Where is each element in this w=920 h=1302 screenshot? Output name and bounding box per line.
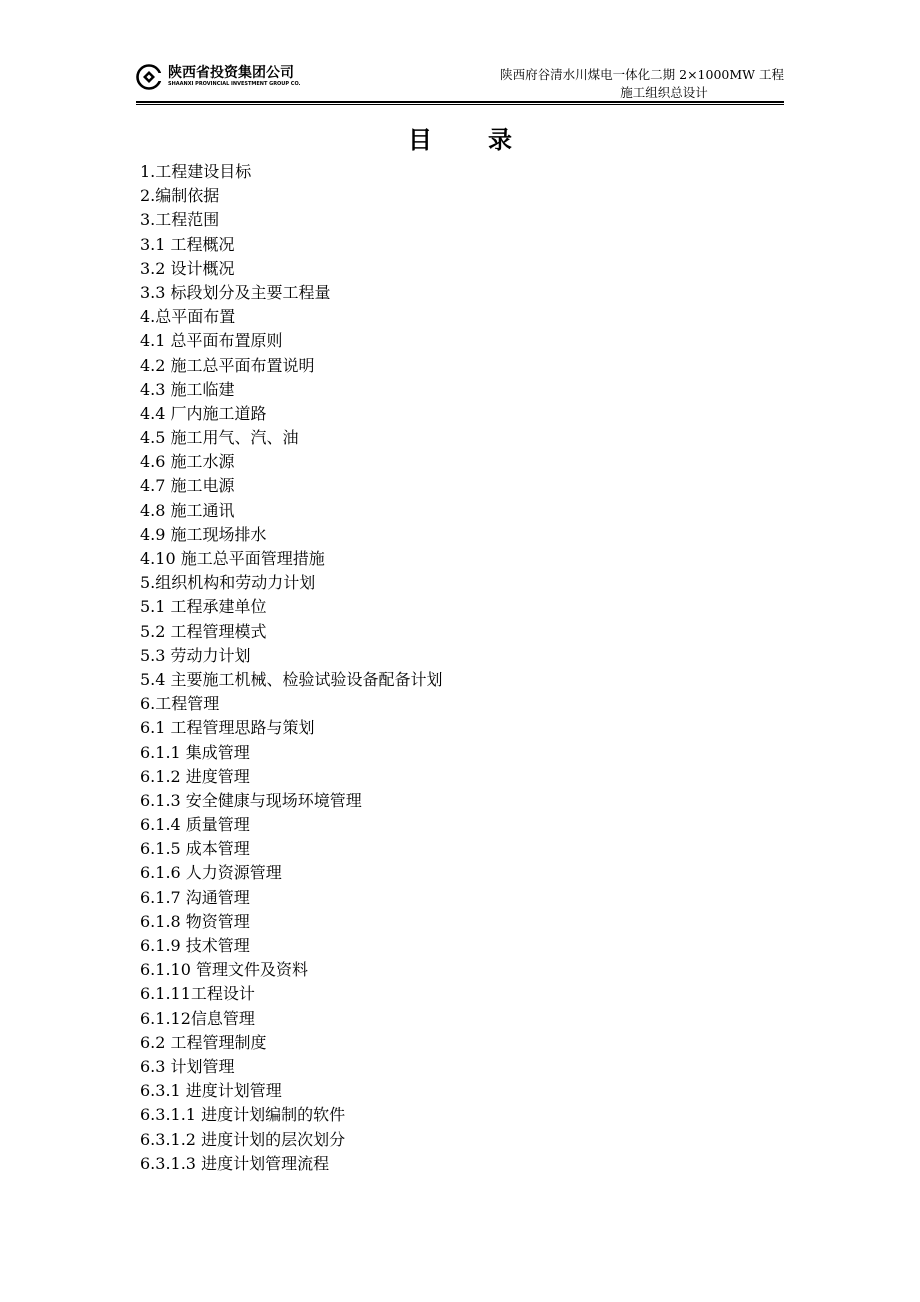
toc-entry[interactable]: 6.1.1 集成管理: [140, 742, 250, 762]
toc-entry[interactable]: 6.1.5 成本管理: [140, 839, 250, 859]
toc-entry[interactable]: 4.1 总平面布置原则: [140, 331, 283, 351]
toc-entry[interactable]: 1.工程建设目标: [140, 162, 252, 181]
toc-entry[interactable]: 4.10 施工总平面管理措施: [140, 549, 325, 568]
toc-entry[interactable]: 4.总平面布置: [140, 307, 236, 327]
toc-entry[interactable]: 4.2 施工总平面布置说明: [140, 355, 315, 375]
toc-entry[interactable]: 4.7 施工电源: [140, 476, 235, 496]
toc-entry[interactable]: 3.3 标段划分及主要工程量: [140, 282, 331, 302]
toc-entry[interactable]: 5.4 主要施工机械、检验试验设备配备计划: [140, 669, 443, 689]
toc-entry[interactable]: 4.4 厂内施工道路: [140, 403, 267, 423]
toc-entry[interactable]: 6.3 计划管理: [140, 1056, 235, 1076]
toc-entry[interactable]: 6.1.12信息管理: [140, 1008, 255, 1028]
toc-entry[interactable]: 6.3.1.3 进度计划管理流程: [140, 1153, 330, 1173]
header-rule-thin: [136, 104, 784, 105]
page-title: 目录: [408, 125, 568, 154]
toc-entry[interactable]: 3.工程范围: [140, 210, 220, 230]
table-of-contents: [140, 160, 443, 1176]
toc-entry[interactable]: 3.1 工程概况: [140, 234, 235, 254]
toc-entry[interactable]: 6.3.1.1 进度计划编制的软件: [140, 1105, 346, 1125]
project-name-line2: 施工组织总设计: [620, 85, 708, 100]
toc-entry[interactable]: 6.1 工程管理思路与策划: [140, 718, 315, 738]
company-logo: [136, 64, 301, 90]
project-name-line1: 陕西府谷清水川煤电一体化二期 2×1000MW 工程: [500, 67, 784, 82]
toc-entry[interactable]: 6.1.8 物资管理: [140, 911, 250, 931]
toc-entry[interactable]: 2.编制依据: [140, 186, 220, 206]
toc-entry[interactable]: 4.3 施工临建: [140, 379, 235, 399]
toc-entry[interactable]: 6.3.1.2 进度计划的层次划分: [140, 1129, 346, 1149]
toc-entry[interactable]: 5.1 工程承建单位: [140, 597, 267, 617]
toc-entry[interactable]: 6.1.3 安全健康与现场环境管理: [140, 790, 362, 810]
company-logo-icon: [136, 64, 162, 90]
toc-entry[interactable]: 6.1.10 管理文件及资料: [140, 960, 308, 980]
toc-entry[interactable]: 6.1.7 沟通管理: [140, 887, 250, 907]
toc-entry[interactable]: 6.1.11工程设计: [140, 984, 255, 1004]
logo-english-name: SHAANXI PROVINCIAL INVESTMENT GROUP CO.: [168, 81, 301, 87]
toc-entry[interactable]: 4.9 施工现场排水: [140, 524, 267, 544]
toc-entry[interactable]: 5.组织机构和劳动力计划: [140, 573, 316, 593]
toc-entry[interactable]: 6.1.4 质量管理: [140, 815, 250, 835]
toc-entry[interactable]: 6.工程管理: [140, 694, 220, 714]
page-header: [136, 60, 784, 106]
toc-entry[interactable]: 6.2 工程管理制度: [140, 1032, 267, 1052]
toc-entry[interactable]: 4.5 施工用气、汽、油: [140, 428, 299, 448]
toc-entry[interactable]: 5.2 工程管理模式: [140, 621, 267, 641]
toc-entry[interactable]: 3.2 设计概况: [140, 258, 235, 278]
header-rule-thick: [136, 101, 784, 103]
toc-entry[interactable]: 6.1.9 技术管理: [140, 936, 250, 955]
toc-entry[interactable]: 5.3 劳动力计划: [140, 645, 251, 665]
toc-entry[interactable]: 6.1.2 进度管理: [140, 766, 250, 786]
logo-chinese-name: 陕西省投资集团公司: [168, 65, 294, 81]
toc-entry[interactable]: 6.3.1 进度计划管理: [140, 1081, 282, 1101]
project-name: [424, 66, 784, 102]
toc-entry[interactable]: 4.8 施工通讯: [140, 500, 235, 520]
toc-entry[interactable]: 4.6 施工水源: [140, 452, 235, 472]
toc-entry[interactable]: 6.1.6 人力资源管理: [140, 863, 282, 883]
